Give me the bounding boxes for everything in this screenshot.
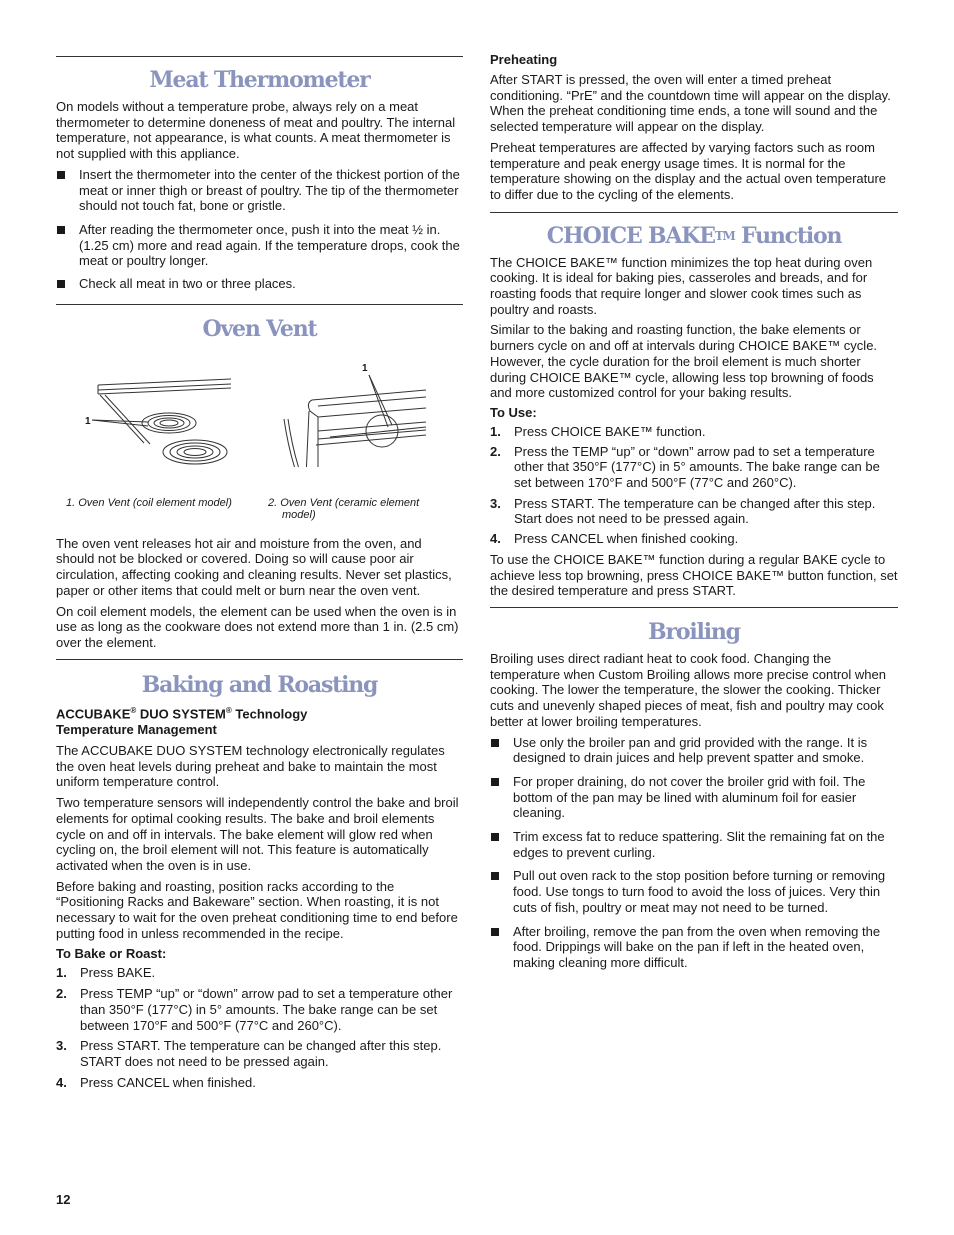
oven-vent-illustration	[56, 347, 463, 467]
bullet-square-icon	[57, 226, 65, 234]
bullet-square-icon	[57, 280, 65, 288]
preheating-paragraph: After START is pressed, the oven will enter a timed preheat conditioning. “PrE” and the countdown time will appear on the display. When the preheat conditioning time ends, a tone will sound and the selected temperature will appear on the display.	[490, 72, 891, 135]
list-item: 4. Press CANCEL when finished.	[56, 1074, 256, 1090]
to-bake-or-roast-heading: To Bake or Roast:	[56, 946, 167, 962]
callout-number: 1	[362, 362, 368, 374]
choice-bake-paragraph: To use the CHOICE BAKE™ function during a regular BAKE cycle to achieve less top browning, press CHOICE BAKE™ button function, set the desired temperature and press START.	[490, 551, 898, 599]
bullet-square-icon	[491, 872, 499, 880]
baking-paragraph: Two temperature sensors will independently control the bake and broil elements for optimal cooking results. The bake and broil elements cycle on and off in intervals. The bake element will glow red when cycling on, the broil element will not. This feature is automatically activated when the oven is in use.	[56, 795, 459, 873]
oven-vent-figure	[56, 347, 463, 521]
temperature-management-subheading: Temperature Management	[56, 721, 217, 737]
meat-thermometer-heading: Meat Thermometer	[149, 67, 370, 93]
figure-caption-2: 2. Oven Vent (ceramic element model)	[268, 496, 420, 521]
broiling-intro: Broiling uses direct radiant heat to cook food. Changing the temperature when Custom Broiling allows more precise control when cooking. The lower the temperature, the slower the cooking. Thicker cuts and unevenly shaped pieces of meat, fish and poultry may cook better at lower broiling temperatures.	[490, 650, 886, 729]
list-item: Use only the broiler pan and grid provided with the range. It is designed to drain juices and help prevent spatter and smoke.	[490, 735, 898, 766]
list-item: 1. Press BAKE.	[56, 965, 156, 981]
section-divider	[56, 659, 463, 660]
preheating-heading: Preheating	[490, 52, 558, 67]
preheating-paragraph: Preheat temperatures are affected by varying factors such as room temperature and peak energy usage times. It is normal for the temperature showing on the display and the actual oven temperature to differ due to the cycling of the elements.	[490, 139, 887, 202]
section-divider	[490, 607, 898, 608]
list-item: 3. Press START. The temperature can be changed after this step. Start does not need to be pressed again.	[490, 495, 876, 527]
section-divider	[56, 56, 463, 57]
bullet-square-icon	[491, 928, 499, 936]
list-item: 4. Press CANCEL when finished cooking.	[490, 531, 739, 547]
baking-paragraph: The ACCUBAKE DUO SYSTEM technology electronically regulates the oven heat levels during preheat and bake to maintain the most uniform temperature control.	[56, 742, 445, 790]
broiling-heading: Broiling	[648, 618, 740, 645]
list-item: Trim excess fat to reduce spattering. Slit the remaining fat on the edges to prevent curling.	[490, 829, 898, 860]
right-column	[490, 52, 898, 971]
bullet-square-icon	[57, 171, 65, 179]
left-column	[56, 52, 463, 1090]
list-item: Insert the thermometer into the center of the thickest portion of the meat or inner thigh or breast of poultry. The tip of the thermometer should not touch fat, bone or gristle.	[56, 167, 463, 214]
bullet-square-icon	[491, 739, 499, 747]
bullet-square-icon	[491, 778, 499, 786]
section-divider	[490, 212, 898, 213]
oven-vent-paragraph: The oven vent releases hot air and moisture from the oven, and should not be blocked or covered. Doing so will cause poor air circulation, affecting cooking and cleaning results. Never set plastics, paper or other items that could melt or burn near the oven vent.	[56, 535, 452, 598]
list-item: After reading the thermometer once, push it into the meat ½ in. (1.25 cm) more and read again. If the temperature drops, cook the meat or poultry longer.	[56, 222, 463, 269]
accubake-subheading: ACCUBAKE® DUO SYSTEM® Technology	[56, 705, 308, 721]
bullet-square-icon	[491, 833, 499, 841]
list-item: Pull out oven rack to the stop position before turning or removing food. Use tongs to turn food to avoid the loss of juices. Very thin cuts of fish, poultry or meat may not need to be turned.	[490, 868, 898, 915]
page-number: 12	[56, 1192, 71, 1207]
oven-vent-paragraph: On coil element models, the element can be used when the oven is in use as long as the cookware does not extend more than 1 in. (2.5 cm) over the element.	[56, 603, 459, 650]
baking-roasting-heading: Baking and Roasting	[141, 671, 378, 698]
choice-bake-heading: CHOICE BAKE™ Function	[546, 222, 842, 249]
meat-thermometer-intro: On models without a temperature probe, always rely on a meat thermometer to determine doneness of meat and poultry. The internal temperature, not appearance, is what counts. A meat thermometer is not supplied with this appliance.	[56, 99, 456, 162]
callout-number: 1	[85, 415, 91, 427]
baking-paragraph: Before baking and roasting, position racks according to the “Positioning Racks and Bakeware” section. When roasting, it is not necessary to wait for the oven preheat conditioning time to end before putting food in unless recommended in the recipe.	[56, 878, 458, 941]
oven-vent-heading: Oven Vent	[202, 315, 317, 342]
section-divider	[56, 304, 463, 305]
to-use-heading: To Use:	[490, 404, 537, 420]
list-item: 3. Press START. The temperature can be changed after this step. START does not need to be pressed again.	[56, 1038, 442, 1069]
list-item: After broiling, remove the pan from the oven when removing the food. Drippings will bake on the pan if left in the heated oven, making cleaning more difficult.	[490, 924, 898, 971]
list-item: 2. Press TEMP “up” or “down” arrow pad to set a temperature other than 350°F (177°C) in 5° amounts. The bake range can be set between 170°F and 500°F (77°C and 260°C).	[56, 986, 453, 1033]
list-item: Check all meat in two or three places.	[56, 276, 463, 292]
list-item: 1. Press CHOICE BAKE™ function.	[490, 423, 706, 439]
choice-bake-paragraph: Similar to the baking and roasting function, the bake elements or burners cycle on and off at intervals during CHOICE BAKE™ cycle. However, the cycle duration for the broil element is much shorter during CHOICE BAKE™ cycle, allowing less top browning of foods and more customized control for your baking results.	[490, 322, 878, 401]
list-item: For proper draining, do not cover the broiler grid with foil. The bottom of the pan may be lined with aluminum foil for easier cleaning.	[490, 774, 898, 821]
choice-bake-paragraph: The CHOICE BAKE™ function minimizes the top heat during oven cooking. It is ideal for baking pies, casseroles and breads, and for roasting foods that require longer and slower cook times such as poultry and roasts.	[490, 254, 873, 317]
figure-caption-1: 1. Oven Vent (coil element model)	[66, 496, 232, 509]
list-item: 2. Press the TEMP “up” or “down” arrow pad to set a temperature other that 350°F (177°C) in 5° amounts. The bake range can be set between 170°F and 500°F (77°C and 260°C).	[490, 443, 880, 491]
